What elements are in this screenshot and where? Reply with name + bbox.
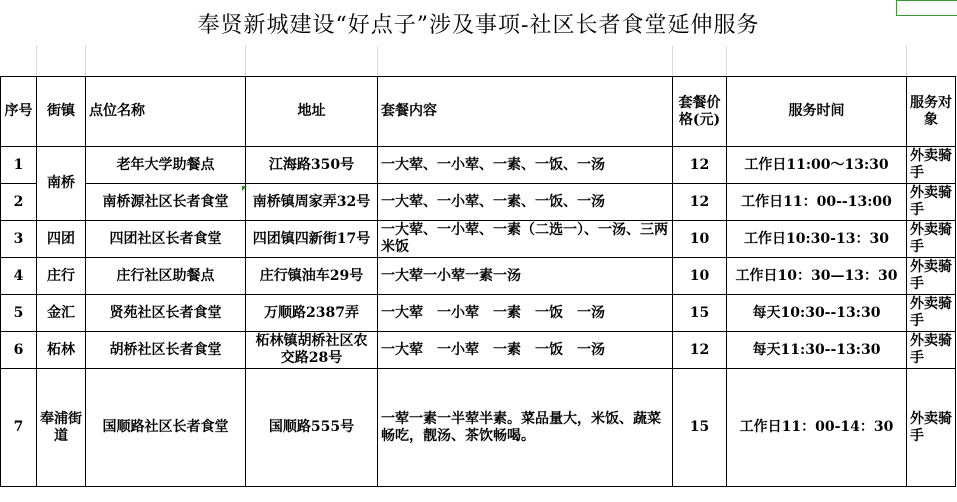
- table-row: [1, 258, 956, 295]
- empty-grid-row: [0, 46, 957, 77]
- header-hours: 服务时间: [727, 77, 907, 147]
- cell-address: 南桥镇周家弄32号: [246, 184, 378, 221]
- cell-menu: 一大荤、一小荤、一素、一饭、一汤: [378, 147, 673, 184]
- cell-town: 南桥: [37, 147, 86, 221]
- cell-target: 外卖骑手: [907, 221, 956, 258]
- cell-hours: 工作日11:00～13:30: [727, 147, 907, 184]
- cell-target: 外卖骑手: [907, 295, 956, 332]
- cell-hours: 工作日11：00-14：30: [727, 369, 907, 487]
- cell-address: 柘林镇胡桥社区农交路28号: [246, 332, 378, 369]
- cell-hours: 每天10:30--13:30: [727, 295, 907, 332]
- cell-target: 外卖骑手: [907, 332, 956, 369]
- table-row: [1, 221, 956, 258]
- canteen-table: [0, 76, 956, 487]
- cell-address: 江海路350号: [246, 147, 378, 184]
- cell-town: 柘林: [37, 332, 86, 369]
- cell-address: 万顺路2387弄: [246, 295, 378, 332]
- cell-hours: 工作日11：00--13:00: [727, 184, 907, 221]
- cell-point: 贤苑社区长者食堂: [86, 295, 246, 332]
- cell-index: 5: [1, 295, 37, 332]
- cell-price: 15: [673, 369, 727, 487]
- table-row: [1, 184, 956, 221]
- table-row: [1, 147, 956, 184]
- table-row: [1, 332, 956, 369]
- header-town: 街镇: [37, 77, 86, 147]
- cell-target: 外卖骑手: [907, 147, 956, 184]
- cell-index: 4: [1, 258, 37, 295]
- header-price: 套餐价格(元): [673, 77, 727, 147]
- cell-menu: 一大荤 一小荤 一素 一饭 一汤: [378, 295, 673, 332]
- cell-hours: 工作日10:30-13：30: [727, 221, 907, 258]
- header-address: 地址: [246, 77, 378, 147]
- cell-target: 外卖骑手: [907, 184, 956, 221]
- cell-town: 四团: [37, 221, 86, 258]
- header-row: [1, 77, 956, 147]
- cell-point: 四团社区长者食堂: [86, 221, 246, 258]
- cell-target: 外卖骑手: [907, 258, 956, 295]
- cell-town: 金汇: [37, 295, 86, 332]
- cell-comment-marker: [242, 186, 247, 191]
- cell-price: 10: [673, 221, 727, 258]
- cell-address: 四团镇四新街17号: [246, 221, 378, 258]
- cell-hours: 工作日10：30—13：30: [727, 258, 907, 295]
- cell-menu: 一大荤一小荤一素一汤: [378, 258, 673, 295]
- table-row: [1, 295, 956, 332]
- cell-point: 胡桥社区长者食堂: [86, 332, 246, 369]
- cell-town: 庄行: [37, 258, 86, 295]
- cell-index: 1: [1, 147, 37, 184]
- cell-address: 国顺路555号: [246, 369, 378, 487]
- cell-price: 12: [673, 332, 727, 369]
- header-menu: 套餐内容: [378, 77, 673, 147]
- cell-selection-indicator: [896, 0, 957, 16]
- cell-menu: 一大荤 一小荤 一素 一饭 一汤: [378, 332, 673, 369]
- cell-menu: 一大荤、一小荤、一素（二选一）、一汤、三两米饭: [378, 221, 673, 258]
- cell-price: 15: [673, 295, 727, 332]
- cell-town: 奉浦街道: [37, 369, 86, 487]
- header-index: 序号: [1, 77, 37, 147]
- header-point: 点位名称: [86, 77, 246, 147]
- cell-price: 10: [673, 258, 727, 295]
- table-row: [1, 369, 956, 487]
- cell-index: 3: [1, 221, 37, 258]
- cell-menu: 一荤一素一半荤半素。菜品量大，米饭、蔬菜畅吃，靓汤、茶饮畅喝。: [378, 369, 673, 487]
- cell-point: 老年大学助餐点: [86, 147, 246, 184]
- cell-price: 12: [673, 184, 727, 221]
- cell-index: 2: [1, 184, 37, 221]
- cell-point: 庄行社区助餐点: [86, 258, 246, 295]
- cell-price: 12: [673, 147, 727, 184]
- cell-menu: 一大荤、一小荤、一素、一饭、一汤: [378, 184, 673, 221]
- cell-index: 6: [1, 332, 37, 369]
- cell-point: 国顺路社区长者食堂: [86, 369, 246, 487]
- cell-address: 庄行镇油车29号: [246, 258, 378, 295]
- cell-point: 南桥源社区长者食堂: [86, 184, 246, 221]
- cell-target: 外卖骑手: [907, 369, 956, 487]
- cell-index: 7: [1, 369, 37, 487]
- cell-hours: 每天11:30--13:30: [727, 332, 907, 369]
- sheet-title: 奉贤新城建设“好点子”涉及事项-社区长者食堂延伸服务: [197, 12, 760, 38]
- header-target: 服务对象: [907, 77, 956, 147]
